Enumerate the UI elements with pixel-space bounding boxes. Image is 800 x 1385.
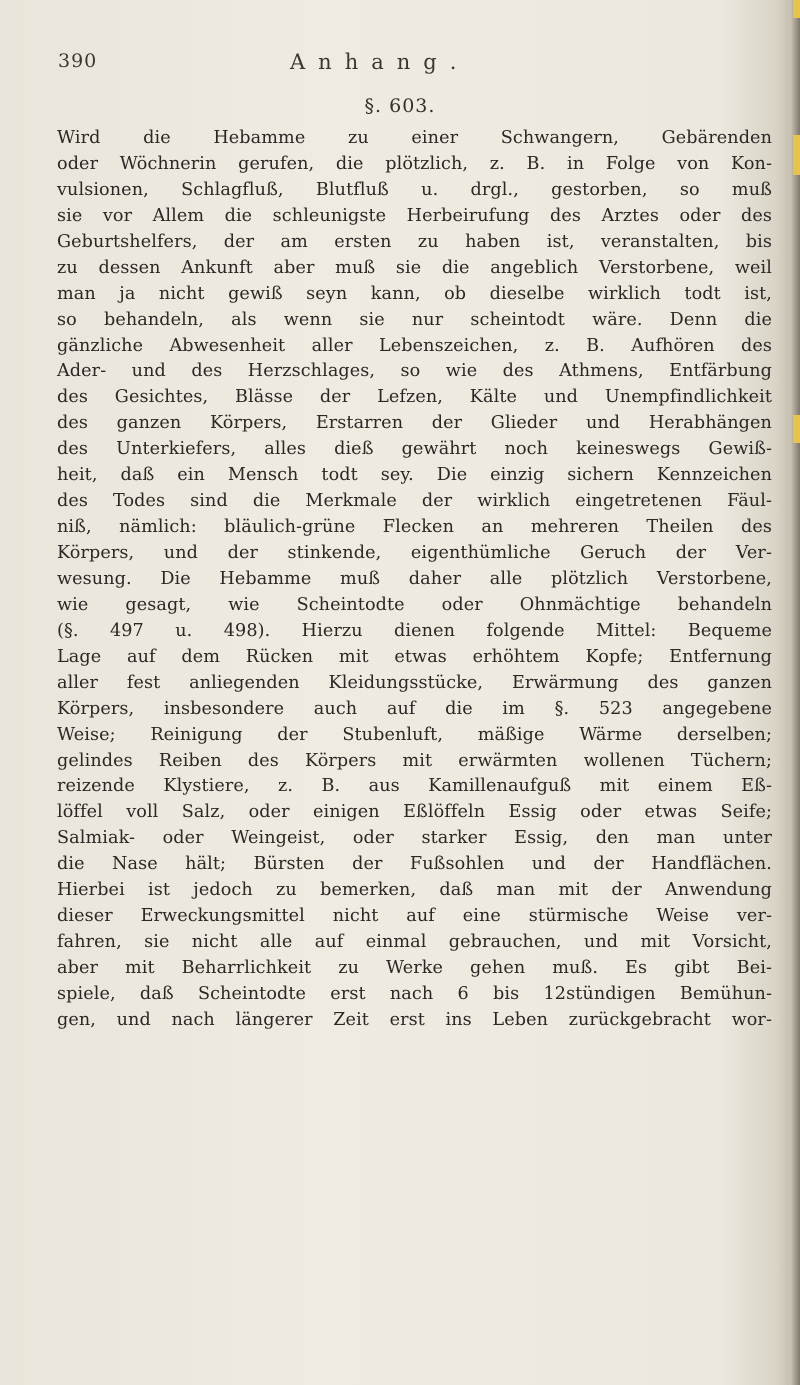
- text-line: gänzliche Abwesenheit aller Lebenszeichen, z. B. Aufhören des: [57, 335, 772, 356]
- page-edge-tab: [793, 0, 800, 18]
- section-heading: §. 603.: [364, 95, 436, 117]
- text-line: sie vor Allem die schleunigste Herbeirufung des Arztes oder des: [57, 205, 772, 226]
- text-line: Salmiak- oder Weingeist, oder starker Essig, den man unter: [57, 828, 772, 849]
- text-line: des ganzen Körpers, Erstarren der Glieder und Herabhängen: [57, 413, 772, 434]
- text-line: Geburtshelfers, der am ersten zu haben ist, veranstalten, bis: [57, 231, 772, 252]
- page-edge-shadow: [790, 0, 800, 1385]
- text-line: des Todes sind die Merkmale der wirklich eingetretenen Fäul-: [57, 491, 772, 512]
- text-line: Ader- und des Herzschlages, so wie des Athmens, Entfärbung: [57, 361, 772, 382]
- text-line: vulsionen, Schlagfluß, Blutfluß u. drgl., gestorben, so muß: [57, 179, 772, 200]
- running-head: [0, 50, 800, 80]
- text-line: Körpers, und der stinkende, eigenthümliche Geruch der Ver-: [57, 543, 772, 563]
- text-line: so behandeln, als wenn sie nur scheintodt wäre. Denn die: [57, 309, 772, 330]
- text-line: des Gesichtes, Blässe der Lefzen, Kälte und Unempfindlichkeit: [57, 387, 772, 408]
- text-line: man ja nicht gewiß seyn kann, ob dieselbe wirklich todt ist,: [57, 283, 772, 304]
- text-line: oder Wöchnerin gerufen, die plötzlich, z. B. in Folge von Kon-: [57, 153, 772, 174]
- text-line: wie gesagt, wie Scheintodte oder Ohnmächtige behandeln: [57, 594, 772, 615]
- text-line: Hierbei ist jedoch zu bemerken, daß man mit der Anwendung: [57, 880, 772, 901]
- text-line: fahren, sie nicht alle auf einmal gebrauchen, und mit Vorsicht,: [57, 932, 772, 953]
- text-line: (§. 497 u. 498). Hierzu dienen folgende Mittel: Bequeme: [57, 620, 772, 641]
- page-number: 390: [58, 50, 98, 72]
- body-text: [57, 126, 772, 1034]
- text-line: heit, daß ein Mensch todt sey. Die einzig sichern Kennzeichen: [57, 465, 772, 486]
- text-line: Weise; Reinigung der Stubenluft, mäßige Wärme derselben;: [57, 724, 772, 745]
- text-line: Lage auf dem Rücken mit etwas erhöhtem Kopfe; Entfernung: [57, 646, 772, 667]
- text-line: des Unterkiefers, alles dieß gewährt noch keineswegs Gewiß-: [57, 439, 772, 460]
- text-line: niß, nämlich: bläulich-grüne Flecken an mehreren Theilen des: [57, 517, 772, 538]
- text-line: aller fest anliegenden Kleidungsstücke, Erwärmung des ganzen: [57, 672, 772, 693]
- running-title: Anhang.: [290, 50, 470, 74]
- text-line: aber mit Beharrlichkeit zu Werke gehen muß. Es gibt Bei-: [57, 958, 772, 978]
- text-line: spiele, daß Scheintodte erst nach 6 bis 12stündigen Bemühun-: [57, 983, 772, 1004]
- text-line: wesung. Die Hebamme muß daher alle plötzlich Verstorbene,: [57, 568, 772, 589]
- text-line: löffel voll Salz, oder einigen Eßlöffeln Essig oder etwas Seife;: [57, 802, 772, 823]
- page-edge-tab: [793, 415, 800, 443]
- text-line: die Nase hält; Bürsten der Fußsohlen und der Handflächen.: [57, 854, 772, 875]
- text-line: gelindes Reiben des Körpers mit erwärmten wollenen Tüchern;: [57, 750, 772, 771]
- text-line: reizende Klystiere, z. B. aus Kamillenaufguß mit einem Eß-: [57, 776, 772, 797]
- text-line: dieser Erweckungsmittel nicht auf eine stürmische Weise ver-: [57, 906, 772, 927]
- text-line: Körpers, insbesondere auch auf die im §. 523 angegebene: [57, 698, 772, 719]
- text-line: gen, und nach längerer Zeit erst ins Leben zurückgebracht wor-: [57, 1009, 772, 1030]
- text-line: Wird die Hebamme zu einer Schwangern, Gebärenden: [57, 128, 772, 148]
- text-line: zu dessen Ankunft aber muß sie die angeblich Verstorbene, weil: [57, 257, 772, 278]
- page-edge-tab: [793, 135, 800, 175]
